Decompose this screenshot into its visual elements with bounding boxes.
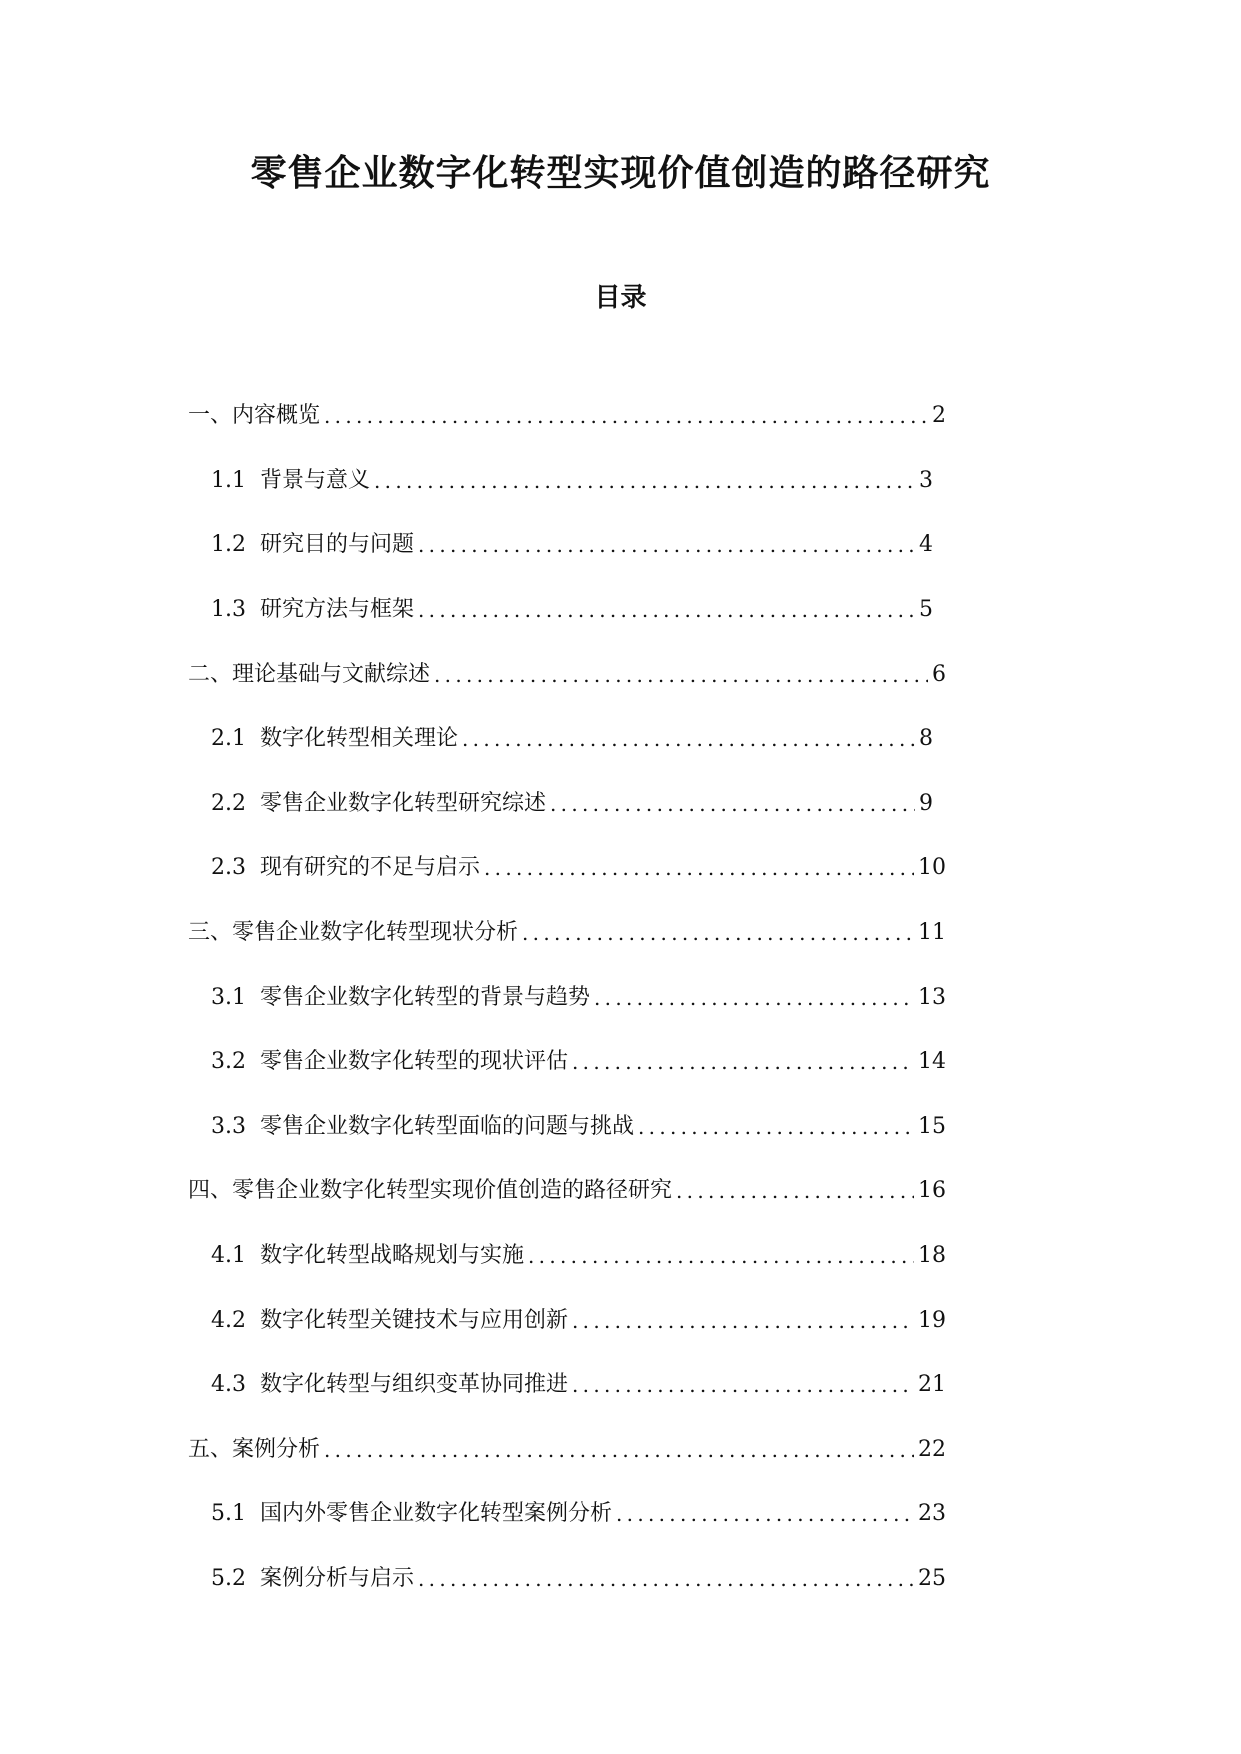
toc-section-number: 5.2 [211,1565,246,1591]
toc-entry[interactable] [211,1353,946,1418]
toc-leader-dots [324,1435,914,1465]
toc-page-number: 10 [918,855,946,881]
toc-entry-title: 数字化转型战略规划与实施 [260,1243,525,1269]
toc-page-number: 2 [932,403,946,429]
toc-leader-dots [462,724,915,754]
toc-entry-title: 数字化转型相关理论 [260,726,459,752]
toc-page-number: 11 [918,920,946,946]
toc-entry[interactable] [211,772,933,837]
toc-section-number: 3.2 [211,1049,246,1075]
toc-entry[interactable] [211,707,933,772]
toc-page-number: 22 [918,1436,946,1462]
toc-leader-dots [572,1047,914,1077]
toc-page-number: 8 [919,726,933,752]
toc-page-number: 16 [918,1178,946,1204]
toc-section-number: 2.2 [211,790,246,816]
toc-heading: 目录 [594,283,647,313]
toc-entry-title: 背景与意义 [260,467,371,493]
toc-entry-title: 零售企业数字化转型研究综述 [260,790,547,816]
toc-page-number: 14 [918,1049,946,1075]
toc-leader-dots [484,853,914,883]
toc-entry[interactable] [211,965,946,1030]
toc-page-number: 19 [918,1307,946,1333]
toc-leader-dots [528,1241,914,1271]
toc-page-number: 3 [919,467,933,493]
toc-leader-dots [550,789,915,819]
table-of-contents [0,384,1241,1611]
toc-leader-dots [418,1564,914,1594]
toc-entry-title: 现有研究的不足与启示 [260,855,481,881]
toc-section-number: 4.3 [211,1372,246,1398]
toc-entry-title: 三、零售企业数字化转型现状分析 [188,920,519,946]
toc-entry-title: 研究方法与框架 [260,597,415,623]
toc-page-number: 5 [919,597,933,623]
toc-page-number: 18 [918,1243,946,1269]
toc-entry[interactable] [211,1224,946,1289]
toc-entry[interactable] [211,1095,946,1160]
toc-entry-title: 零售企业数字化转型的现状评估 [260,1049,569,1075]
toc-entry[interactable] [188,1418,946,1483]
toc-entry[interactable] [211,1547,946,1612]
toc-section-number: 1.2 [211,532,246,558]
toc-section-number: 1.1 [211,467,246,493]
toc-entry[interactable] [188,1159,946,1224]
toc-section-number: 4.2 [211,1307,246,1333]
toc-entry-title: 五、案例分析 [188,1436,321,1462]
toc-section-number: 3.3 [211,1113,246,1139]
toc-section-number: 2.1 [211,726,246,752]
toc-entry-title: 数字化转型关键技术与应用创新 [260,1307,569,1333]
toc-page-number: 4 [919,532,933,558]
toc-page-number: 15 [918,1113,946,1139]
toc-leader-dots [572,1306,914,1336]
toc-leader-dots [594,983,914,1013]
toc-section-number: 3.1 [211,984,246,1010]
toc-leader-dots [418,530,915,560]
toc-leader-dots [374,466,915,496]
toc-page-number: 25 [918,1565,946,1591]
toc-leader-dots [324,401,928,431]
toc-entry-title: 研究目的与问题 [260,532,415,558]
toc-entry[interactable] [188,901,946,966]
toc-entry-title: 四、零售企业数字化转型实现价值创造的路径研究 [188,1178,673,1204]
toc-page-number: 9 [919,790,933,816]
toc-entry-title: 案例分析与启示 [260,1565,415,1591]
toc-entry[interactable] [211,1482,946,1547]
toc-leader-dots [572,1370,914,1400]
toc-leader-dots [676,1176,914,1206]
toc-entry[interactable] [188,642,946,707]
toc-section-number: 2.3 [211,855,246,881]
toc-leader-dots [522,918,914,948]
toc-leader-dots [638,1112,914,1142]
toc-entry-title: 数字化转型与组织变革协同推进 [260,1372,569,1398]
toc-leader-dots [616,1499,914,1529]
toc-page-number: 23 [918,1501,946,1527]
toc-section-number: 5.1 [211,1501,246,1527]
toc-entry-title: 一、内容概览 [188,403,321,429]
toc-entry[interactable] [211,1288,946,1353]
toc-entry-title: 零售企业数字化转型面临的问题与挑战 [260,1113,635,1139]
toc-entry[interactable] [188,384,946,449]
toc-section-number: 1.3 [211,597,246,623]
toc-entry-title: 国内外零售企业数字化转型案例分析 [260,1501,613,1527]
toc-entry[interactable] [211,578,933,643]
toc-entry[interactable] [211,449,933,514]
toc-entry[interactable] [211,513,933,578]
toc-entry-title: 二、理论基础与文献综述 [188,661,431,687]
toc-entry[interactable] [211,1030,946,1095]
toc-page-number: 21 [918,1372,946,1398]
toc-leader-dots [434,660,928,690]
toc-entry-title: 零售企业数字化转型的背景与趋势 [260,984,591,1010]
document-title: 零售企业数字化转型实现价值创造的路径研究 [250,153,991,194]
toc-section-number: 4.1 [211,1243,246,1269]
toc-page-number: 13 [918,984,946,1010]
toc-leader-dots [418,595,915,625]
toc-page-number: 6 [932,661,946,687]
toc-entry[interactable] [211,836,946,901]
